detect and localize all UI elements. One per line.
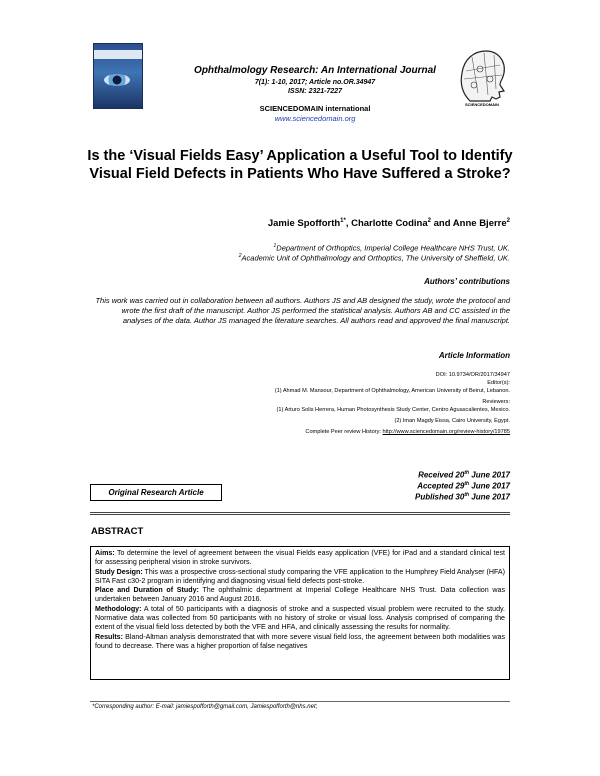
section-divider (90, 514, 510, 515)
contributions-heading: Authors’ contributions (424, 277, 510, 286)
editor-entry: (1) Ahmad M. Mansour, Department of Ophthalmology, American University of Beirut, Lebanon. (274, 388, 510, 394)
article-info-heading: Article Information (438, 351, 510, 360)
accepted-date: Accepted 29th June 2017 (417, 481, 510, 491)
received-date: Received 20th June 2017 (418, 470, 510, 480)
affiliation-2: $^2$Academic Unit of Ophthalmology and Orthoptics, The University of Sheffield, UK. (238, 253, 510, 263)
corresponding-author-footnote: *Corresponding author: E-mail: jamiespofforth@gmail.com, Jamiespofforth@nhs.net; (92, 704, 318, 710)
contributions-text: This work was carried out in collaboration between all authors. Authors JS and AB designed the study, wrote the protocol and wrote the first draft of the manuscript. Author JS performed the statistical analysis. Authors AB and CC assisted in the analyses of the data. Author JS managed the literature searches. All authors read and approved the final manuscript. (95, 296, 510, 325)
journal-cover-image (93, 43, 143, 109)
publisher-website-link[interactable]: www.sciencedomain.org (274, 114, 356, 123)
author-name: Jamie Spofforth (267, 218, 341, 230)
abstract-methodology: Methodology: A total of 50 participants with a diagnosis of stroke and a suspected visual problem were recruited to the study. Normative data was collected from 50 participants with no history of stroke or visual loss. Analysis comprised of comparing the extent of the visual field loss detected by both the VFE and HFA, and clinically assessing the results for normality. (95, 604, 505, 632)
author-list: Jamie Spofforth$^{1*}$, Charlotte Codina$^2$ and Anne Bjerre$^2$ (267, 218, 510, 230)
journal-issn: ISSN: 2321-7227 (287, 88, 343, 95)
publisher-name: SCIENCEDOMAIN international (259, 104, 371, 113)
journal-name: Ophthalmology Research: An International Journal (194, 65, 436, 76)
publisher-logo-head-icon (452, 43, 512, 109)
article-doi: DOI: 10.9734/OR/2017/34947 (435, 372, 510, 378)
paper-title: Is the ‘Visual Fields Easy’ Application a Useful Tool to Identify Visual Field Defects in Patients Who Have Suffered a Stroke? (87, 148, 513, 182)
abstract-results: Results: Bland-Altman analysis demonstrated that with more severe visual field loss, the agreement between both modalities was found to decrease. There was a higher proportion of false negatives (95, 632, 505, 650)
journal-volume: 7(1): 1-10, 2017; Article no.OR.34947 (254, 79, 376, 86)
abstract-heading: ABSTRACT (91, 526, 144, 537)
abstract-box (90, 546, 510, 680)
article-type-badge: Original Research Article (90, 484, 222, 501)
published-date: Published 30th June 2017 (414, 492, 510, 502)
logo-caption: SCIENCEDOMAIN (464, 102, 499, 107)
author-name: and Anne Bjerre (430, 218, 507, 230)
affiliation-1: $^1$Department of Orthoptics, Imperial College Healthcare NHS Trust, UK. (273, 243, 510, 253)
author-name: , Charlotte Codina (345, 218, 428, 230)
reviewers-label: Reviewers: (482, 399, 510, 405)
review-history-link[interactable]: http://www.sciencedomain.org/review-history/19785 (382, 429, 510, 435)
eye-icon (104, 74, 130, 86)
reviewer-entry: (2) Iman Magdy Eissa, Cairo University, Egypt. (394, 418, 510, 424)
editors-label: Editor(s): (487, 380, 510, 386)
review-history: Complete Peer review History: http://www.sciencedomain.org/review-history/19785 (305, 429, 510, 435)
abstract-aims: Aims: To determine the level of agreement between the visual Fields easy application (VFE) for iPad and a standard clinical test for assessing peripheral vision in stroke survivors. (95, 549, 505, 567)
reviewer-entry: (1) Arturo Solis Herrera, Human Photosynthesis Study Center, Centro Aguascalientes, Mexico. (276, 407, 510, 413)
abstract-design: Study Design: This was a prospective cross-sectional study comparing the VFE application to the Humphrey Field Analyser (HFA) SITA Fast c30-2 program in identifying and diagnosing visual field defects post-stroke. (95, 567, 505, 585)
footnote-divider (90, 701, 510, 702)
abstract-place: Place and Duration of Study: The ophthalmic department at Imperial College Healthcare NHS Trust. Data collection was undertaken between January 2016 and August 2016. (95, 586, 505, 604)
section-divider (90, 512, 510, 513)
